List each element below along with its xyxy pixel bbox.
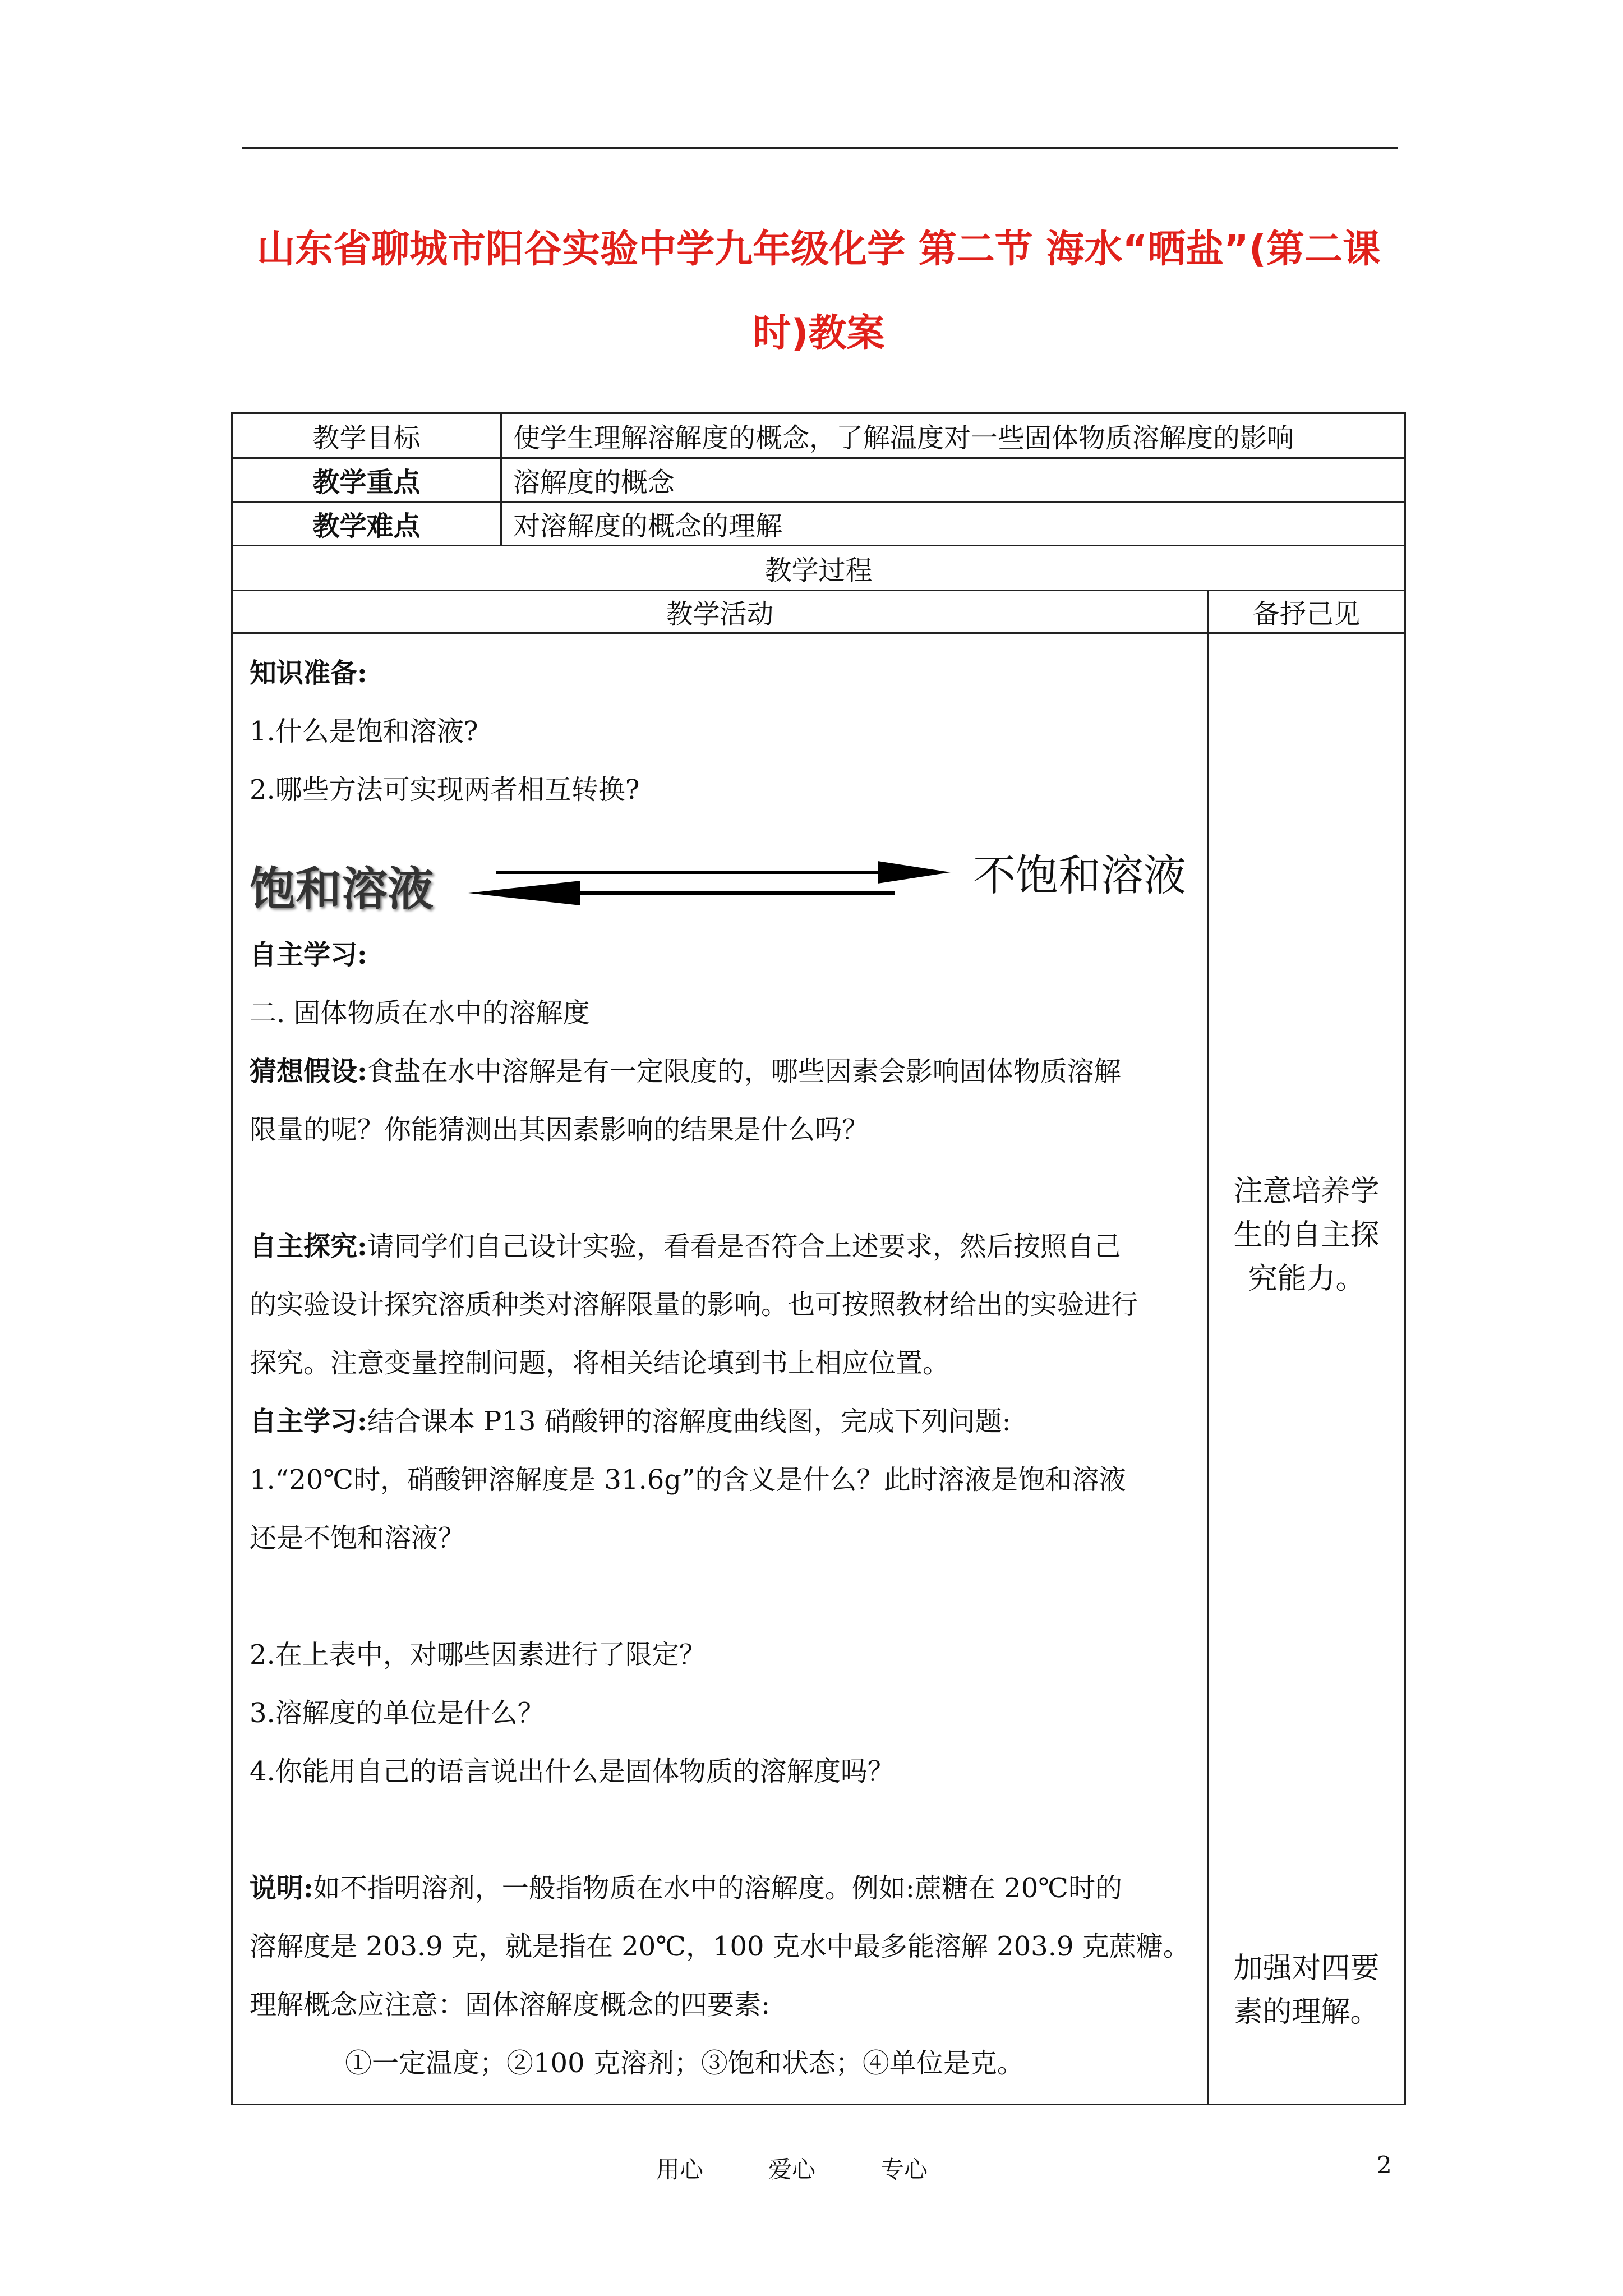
- explanation-line-1: [250, 1859, 1190, 1917]
- note-autonomy-line-2: 生的自主探: [1233, 1218, 1380, 1252]
- document-title: 山东省聊城市阳谷实验中学九年级化学 第二节 海水“晒盐”(第二课时)教案: [257, 227, 1381, 356]
- page-number: 2: [1377, 2151, 1392, 2179]
- note-autonomy-line-3: 究能力。: [1248, 1262, 1365, 1296]
- self-study-label: 自主学习:: [250, 1406, 367, 1437]
- footer-left: 用心: [656, 2156, 704, 2183]
- question-2: 2.哪些方法可实现两者相互转换?: [250, 774, 640, 806]
- blank-space: [250, 1159, 1190, 1217]
- notes-column: [1208, 633, 1405, 2105]
- value-teaching-goal: 使学生理解溶解度的概念，了解温度对一些固体物质溶解度的影响: [501, 413, 1405, 458]
- hypothesis-label: 猜想假设:: [250, 1056, 367, 1087]
- explanation-text: 如不指明溶剂，一般指物质在水中的溶解度。例如:蔗糖在 20℃时的: [313, 1872, 1122, 1904]
- study-question-4: 4.你能用自己的语言说出什么是固体物质的溶解度吗？: [250, 1756, 895, 1787]
- hypothesis-text: 食盐在水中溶解是有一定限度的，哪些因素会影响固体物质溶解: [367, 1056, 1121, 1087]
- question-1: 1.什么是饱和溶液?: [250, 716, 478, 747]
- footer-mid: 爱心: [768, 2156, 816, 2183]
- row-teaching-difficulty: [232, 502, 1405, 546]
- row-teaching-goal: [232, 413, 1405, 458]
- study-question-3: 3.溶解度的单位是什么？: [250, 1697, 545, 1729]
- study-question-2: 2.在上表中，对哪些因素进行了限定？: [250, 1639, 706, 1671]
- activity-content: [232, 633, 1208, 2105]
- self-study-heading: 自主学习:: [250, 939, 367, 970]
- value-teaching-focus: 溶解度的概念: [501, 458, 1405, 502]
- note-autonomy-line-1: 注意培养学: [1233, 1175, 1380, 1208]
- value-teaching-difficulty: 对溶解度的概念的理解: [501, 502, 1405, 546]
- label-teaching-difficulty: 教学难点: [232, 502, 501, 546]
- label-teaching-focus: 教学重点: [232, 458, 501, 502]
- diagram-saturated-label: 饱和溶液: [250, 863, 434, 916]
- label-teaching-goal: 教学目标: [232, 413, 501, 458]
- lesson-plan-table: [231, 412, 1406, 2105]
- notes-header: 备抒己见: [1208, 591, 1405, 633]
- double-arrow-icon: [468, 858, 956, 909]
- section-two-heading: 二. 固体物质在水中的溶解度: [250, 997, 590, 1029]
- row-process-header: [232, 546, 1405, 591]
- note-four-elements-line-1: 加强对四要: [1233, 1952, 1380, 1985]
- study-question-1a: 1.“20℃时，硝酸钾溶解度是 31.6g”的含义是什么？此时溶液是饱和溶液: [250, 1464, 1126, 1496]
- diagram-unsaturated-label: 不饱和溶液: [973, 850, 1186, 900]
- explanation-line-2: 溶解度是 203.9 克，就是指在 20℃，100 克水中最多能溶解 203.9 克蔗糖。: [250, 1931, 1190, 1962]
- header-rule: [242, 147, 1398, 149]
- note-autonomy: [1209, 1170, 1404, 1301]
- explanation-label: 说明:: [250, 1872, 313, 1904]
- exploration-line-2: 的实验设计探究溶质种类对溶解限量的影响。也可按照教材给出的实验进行: [250, 1289, 1138, 1320]
- knowledge-prep-heading: 知识准备:: [250, 657, 367, 689]
- blank-space: [250, 1801, 1190, 1859]
- row-content: [232, 633, 1405, 2105]
- exploration-label: 自主探究:: [250, 1231, 367, 1262]
- four-elements-intro: 理解概念应注意：固体溶解度概念的四要素:: [250, 1989, 771, 2021]
- study-question-1b: 还是不饱和溶液？: [250, 1522, 465, 1554]
- four-elements-list: ①一定温度；②100 克溶剂；③饱和状态；④单位是克。: [345, 2047, 1024, 2079]
- exploration-text: 请同学们自己设计实验，看看是否符合上述要求，然后按照自己: [367, 1231, 1121, 1262]
- blank-space: [250, 1567, 1190, 1626]
- self-study-line-1: [250, 1392, 1190, 1451]
- note-four-elements-line-2: 素的理解。: [1233, 1995, 1380, 2029]
- exploration-line-1: [250, 1217, 1190, 1276]
- note-four-elements: [1209, 1947, 1404, 2034]
- row-column-headers: [232, 591, 1405, 633]
- process-header: 教学过程: [232, 546, 1405, 591]
- conversion-diagram: [250, 819, 1190, 926]
- activity-header: 教学活动: [232, 591, 1208, 633]
- hypothesis-line-1: [250, 1042, 1190, 1101]
- exploration-line-3: 探究。注意变量控制问题，将相关结论填到书上相应位置。: [250, 1347, 950, 1379]
- self-study-text: 结合课本 P13 硝酸钾的溶解度曲线图，完成下列问题:: [367, 1406, 1011, 1437]
- hypothesis-line-2: 限量的呢？你能猜测出其因素影响的结果是什么吗？: [250, 1114, 869, 1145]
- row-teaching-focus: [232, 458, 1405, 502]
- footer-right: 专心: [880, 2156, 928, 2183]
